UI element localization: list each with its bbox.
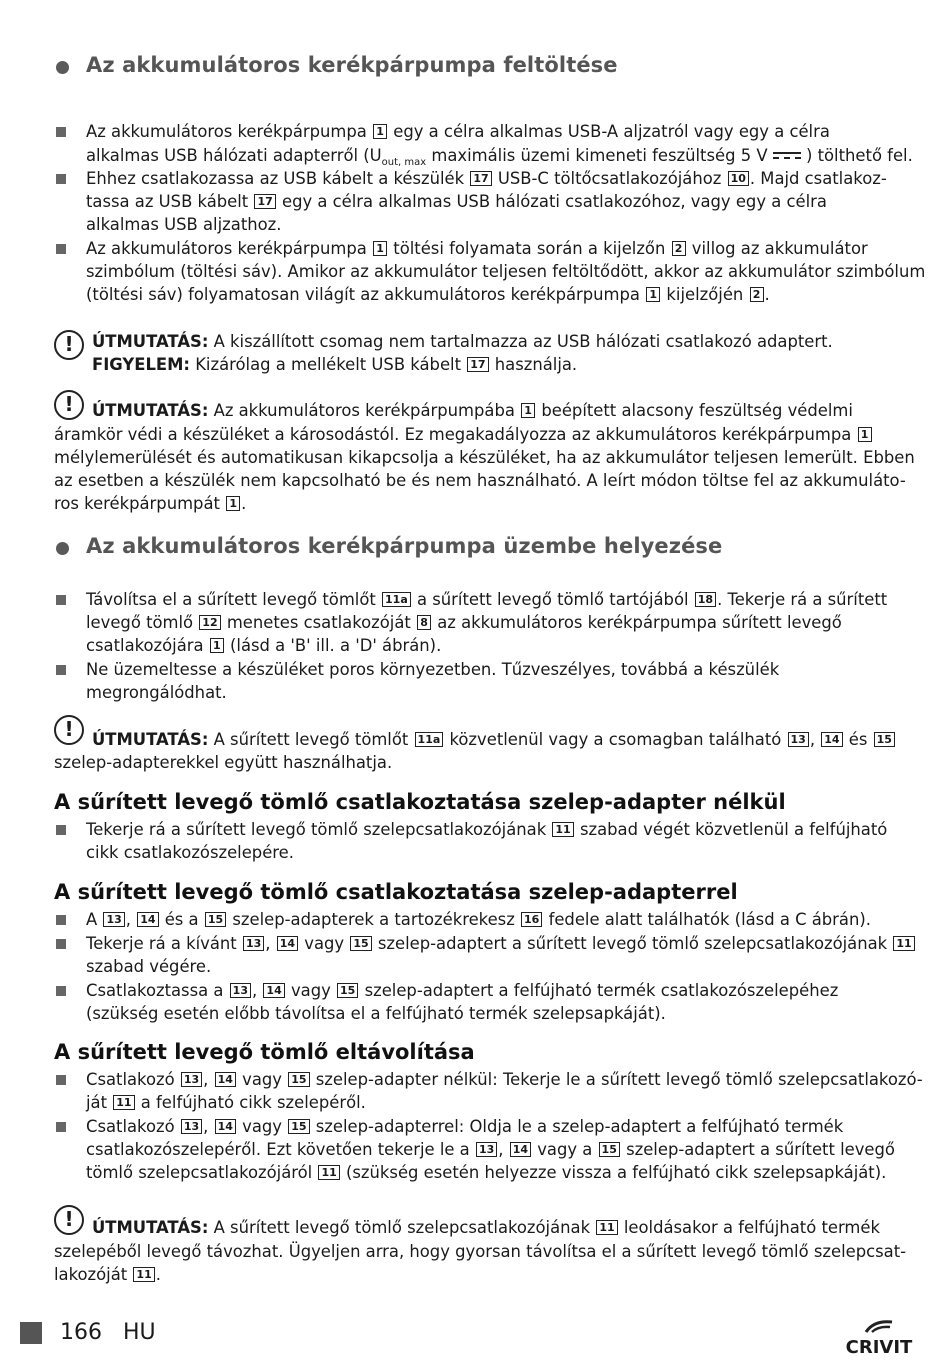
part-reference-number: 11 bbox=[893, 936, 914, 951]
attention-text: FIGYELEM: Kizárólag a mellékelt USB kábelt 17 használja. bbox=[92, 355, 578, 374]
text-line: ját 11 a felfújható cikk szelepéről. bbox=[86, 1093, 366, 1112]
part-reference-number: 14 bbox=[277, 936, 298, 951]
part-reference-number: 13 bbox=[103, 912, 124, 927]
part-reference-number: 12 bbox=[199, 615, 220, 630]
part-reference-number: 1 bbox=[858, 427, 872, 442]
text-line: csatlakozójára 1 (lásd a 'B' ill. a 'D' ábrán). bbox=[86, 636, 442, 655]
section-title-charging: Az akkumulátoros kerékpárpumpa feltöltése bbox=[86, 53, 618, 77]
text-line: tömlő szelepcsatlakozójáról 11 (szükség esetén helyezze vissza a felfújható cikk szelepsapkáját). bbox=[86, 1163, 887, 1182]
part-reference-number: 17 bbox=[470, 171, 491, 186]
part-reference-number: 13 bbox=[181, 1119, 202, 1134]
exclamation-circle-icon: ! bbox=[54, 1205, 84, 1235]
brand-name: CRIVIT bbox=[845, 1337, 913, 1358]
dc-voltage-icon bbox=[773, 151, 801, 160]
part-reference-number: 11 bbox=[552, 822, 573, 837]
square-bullet-icon bbox=[56, 915, 66, 925]
text-line: Ne üzemeltesse a készüléket poros környezetben. Tűzveszélyes, továbbá a készülék bbox=[86, 660, 780, 679]
square-bullet-icon bbox=[56, 986, 66, 996]
square-bullet-icon bbox=[56, 825, 66, 835]
text-line: szelep-adapterekkel együtt használhatja. bbox=[54, 753, 393, 772]
text-line: szimbólum (töltési sáv). Amikor az akkumulátor teljesen feltöltődött, akkor az akkumulátor szimbólum bbox=[86, 262, 926, 281]
part-reference-number: 1 bbox=[226, 496, 240, 511]
part-reference-number: 14 bbox=[137, 912, 158, 927]
square-bullet-icon bbox=[56, 127, 66, 137]
part-reference-number: 13 bbox=[476, 1142, 497, 1157]
part-reference-number: 2 bbox=[672, 241, 686, 256]
language-code: HU bbox=[122, 1320, 156, 1345]
text-line: cikk csatlakozószelepére. bbox=[86, 843, 294, 862]
text-line: Távolítsa el a sűrített levegő tömlőt 11a a sűrített levegő tömlő tartójából 18 . Tekerje rá a sűrített bbox=[86, 590, 888, 609]
part-reference-number: 14 bbox=[215, 1072, 236, 1087]
square-bullet-icon bbox=[56, 665, 66, 675]
part-reference-number: 13 bbox=[243, 936, 264, 951]
subsection-title: A sűrített levegő tömlő eltávolítása bbox=[54, 1040, 475, 1064]
part-reference-number: 14 bbox=[263, 983, 284, 998]
text-line: Ehhez csatlakozassa az USB kábelt a készülék 17 USB-C töltőcsatlakozójához 10 . Majd csatlakoz- bbox=[86, 169, 887, 188]
text-line: levegő tömlő 12 menetes csatlakozóját 8 az akkumulátoros kerékpárpumpa sűrített levegő bbox=[86, 613, 842, 632]
note-text: ÚTMUTATÁS: A kiszállított csomag nem tartalmazza az USB hálózati csatlakozó adaptert. bbox=[92, 332, 833, 351]
part-reference-number: 15 bbox=[874, 732, 895, 747]
exclamation-circle-icon: ! bbox=[54, 715, 84, 745]
square-bullet-icon bbox=[56, 1122, 66, 1132]
exclamation-circle-icon: ! bbox=[54, 390, 84, 420]
square-bullet-icon bbox=[56, 174, 66, 184]
text-line: Tekerje rá a sűrített levegő tömlő szelepcsatlakozójának 11 szabad végét közvetlenül a felfújható bbox=[86, 820, 888, 839]
section-bullet-icon bbox=[56, 542, 69, 555]
part-reference-number: 10 bbox=[728, 171, 749, 186]
text-line: alkalmas USB aljzathoz. bbox=[86, 215, 282, 234]
part-reference-number: 1 bbox=[521, 403, 535, 418]
brand-logo bbox=[844, 1318, 914, 1358]
text-line: Tekerje rá a kívánt 13 , 14 vagy 15 szelep-adaptert a sűrített levegő tömlő szelepcsatlakozójának 11 bbox=[86, 932, 916, 955]
part-reference-number: 17 bbox=[467, 357, 488, 372]
part-reference-number: 15 bbox=[205, 912, 226, 927]
square-bullet-icon bbox=[56, 939, 66, 949]
part-reference-number: 11 bbox=[596, 1220, 617, 1235]
text-line: Csatlakozó 13 , 14 vagy 15 szelep-adapter nélkül: Tekerje le a sűrített levegő tömlő szelepcsatlakozó- bbox=[86, 1070, 923, 1089]
page-number: 166 HU bbox=[60, 1320, 156, 1345]
square-bullet-icon bbox=[56, 244, 66, 254]
text-line: csatlakozószelepéről. Ezt követően tekerje le a 13 , 14 vagy a 15 szelep-adaptert a sűrített levegő bbox=[86, 1140, 895, 1159]
part-reference-number: 14 bbox=[510, 1142, 531, 1157]
footer-square-icon bbox=[20, 1322, 42, 1344]
part-reference-number: 1 bbox=[210, 638, 224, 653]
note-text: ÚTMUTATÁS: A sűrített levegő tömlőt 11a közvetlenül vagy a csomagban található 13 , 14 és 15 bbox=[92, 728, 896, 751]
part-reference-number: 8 bbox=[417, 615, 431, 630]
part-reference-number: 18 bbox=[695, 592, 716, 607]
part-reference-number: 11 bbox=[113, 1095, 134, 1110]
note-text: ÚTMUTATÁS: A sűrített levegő tömlő szelepcsatlakozójának 11 leoldásakor a felfújható termék bbox=[92, 1218, 880, 1237]
text-line: Az akkumulátoros kerékpárpumpa 1 egy a célra alkalmas USB-A aljzatról vagy egy a célra bbox=[86, 122, 830, 141]
part-reference-number: 13 bbox=[788, 732, 809, 747]
square-bullet-icon bbox=[56, 595, 66, 605]
part-reference-number: 1 bbox=[373, 241, 387, 256]
part-reference-number: 15 bbox=[350, 936, 371, 951]
text-line: áramkör védi a készüléket a károsodástól. Ez megakadályozza az akkumulátoros kerékpárpumpa 1 bbox=[54, 423, 873, 446]
section-title-operation: Az akkumulátoros kerékpárpumpa üzembe helyezése bbox=[86, 534, 723, 558]
text-line: (szükség esetén előbb távolítsa el a felfújható termék szelepsapkáját). bbox=[86, 1004, 666, 1023]
part-reference-number: 11 bbox=[133, 1267, 154, 1282]
part-reference-number: 15 bbox=[288, 1072, 309, 1087]
part-reference-number: 17 bbox=[254, 194, 275, 209]
crivit-logo-mark-icon bbox=[844, 1318, 914, 1337]
text-line: szelepéből levegő távozhat. Ügyeljen arra, hogy gyorsan távolítsa el a sűrített levegő tömlő szelepcsat- bbox=[54, 1242, 907, 1261]
part-reference-number: 1 bbox=[646, 287, 660, 302]
note-text: ÚTMUTATÁS: Az akkumulátoros kerékpárpumpába 1 beépített alacsony feszültség védelmi bbox=[92, 401, 853, 420]
square-bullet-icon bbox=[56, 1075, 66, 1085]
part-reference-number: 16 bbox=[521, 912, 542, 927]
text-line: megrongálódhat. bbox=[86, 683, 227, 702]
text-line: lakozóját 11 . bbox=[54, 1265, 161, 1284]
part-reference-number: 15 bbox=[288, 1119, 309, 1134]
text-line: A 13 , 14 és a 15 szelep-adapterek a tartozékrekesz 16 fedele alatt találhatók (lásd a C ábrán). bbox=[86, 910, 871, 929]
part-reference-number: 15 bbox=[337, 983, 358, 998]
exclamation-circle-icon: ! bbox=[54, 330, 84, 360]
part-reference-number: 2 bbox=[750, 287, 764, 302]
text-line: szabad végére. bbox=[86, 957, 212, 976]
part-reference-number: 13 bbox=[181, 1072, 202, 1087]
section-bullet-icon bbox=[56, 61, 69, 74]
text-line: mélylemerülését és automatikusan kikapcsolja a készüléket, ha az akkumulátor teljesen lemerült. Ebben bbox=[54, 448, 915, 467]
part-reference-number: 15 bbox=[599, 1142, 620, 1157]
part-reference-number: 14 bbox=[821, 732, 842, 747]
part-reference-number: 13 bbox=[230, 983, 251, 998]
text-line: alkalmas USB hálózati adapterről ($U_{out, max}$ maximális üzemi kimeneti feszültség 5 V ) tölthető fel. bbox=[86, 146, 913, 168]
text-line: Csatlakozó 13 , 14 vagy 15 szelep-adapterrel: Oldja le a szelep-adaptert a felfújható termék bbox=[86, 1117, 844, 1136]
subsection-title: A sűrített levegő tömlő csatlakoztatása szelep-adapter nélkül bbox=[54, 790, 786, 814]
text-line: Az akkumulátoros kerékpárpumpa 1 töltési folyamata során a kijelzőn 2 villog az akkumulátor bbox=[86, 239, 868, 258]
text-line: Csatlakoztassa a 13 , 14 vagy 15 szelep-adaptert a felfújható termék csatlakozószelepéhez bbox=[86, 981, 839, 1000]
part-reference-number: 14 bbox=[215, 1119, 236, 1134]
part-reference-number: 11a bbox=[382, 592, 411, 607]
text-line: az esetben a készülék nem kapcsolható be és nem használható. A leírt módon töltse fel az akkumuláto- bbox=[54, 471, 906, 490]
part-reference-number: 11a bbox=[415, 732, 444, 747]
text-line: tassa az USB kábelt 17 egy a célra alkalmas USB hálózati csatlakozóhoz, vagy egy a célra bbox=[86, 192, 827, 211]
text-line: (töltési sáv) folyamatosan világít az akkumulátoros kerékpárpumpa 1 kijelzőjén 2 . bbox=[86, 285, 770, 304]
text-line: ros kerékpárpumpát 1 . bbox=[54, 494, 247, 513]
subsection-title: A sűrített levegő tömlő csatlakoztatása szelep-adapterrel bbox=[54, 880, 738, 904]
part-reference-number: 11 bbox=[318, 1165, 339, 1180]
ref-1: 1 bbox=[373, 124, 387, 139]
